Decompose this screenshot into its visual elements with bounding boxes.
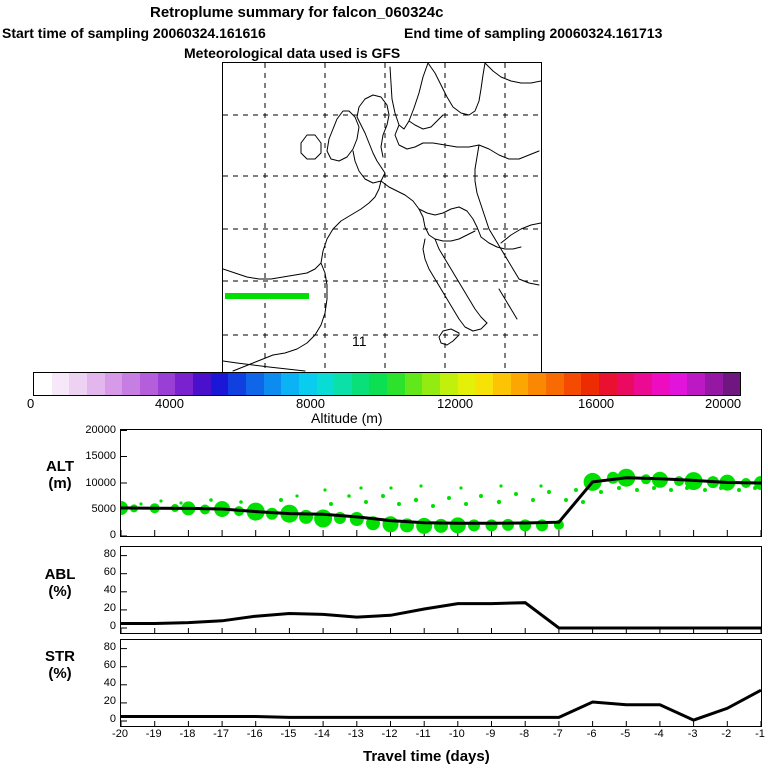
xtick--5: -5: [620, 728, 631, 740]
x-axis-title: Travel time (days): [363, 748, 490, 765]
abl-ytick-20: 20: [103, 602, 116, 614]
xtick--11: -11: [415, 728, 431, 740]
colorbar-tick-16000: 16000: [578, 396, 615, 411]
alt-ytick-0: 0: [109, 529, 116, 541]
abl-chart-panel: [120, 546, 762, 634]
alt-ytick-20000: 20000: [85, 424, 116, 436]
xtick--3: -3: [687, 728, 698, 740]
met-data-label: Meteorological data used is GFS: [184, 45, 401, 61]
abl-ytick-60: 60: [103, 566, 116, 578]
str-axis-label-line2: (%): [48, 665, 72, 682]
flight-track: [225, 293, 309, 299]
alt-axis-label-line1: ALT: [45, 458, 75, 475]
xtick--8: -8: [519, 728, 530, 740]
alt-axis-label-line2: (m): [48, 475, 72, 492]
abl-ytick-80: 80: [103, 548, 116, 560]
colorbar-label: Altitude (m): [311, 410, 383, 426]
alt-ytick-15000: 15000: [85, 450, 116, 462]
xtick--18: -18: [179, 728, 196, 740]
str-ytick-20: 20: [103, 695, 116, 707]
xtick--15: -15: [280, 728, 297, 740]
abl-ytick-0: 0: [109, 620, 116, 632]
altitude-colorbar: [33, 372, 741, 396]
colorbar-tick-20000: 20000: [705, 396, 742, 411]
map-panel: [222, 62, 542, 374]
xtick--1: -1: [755, 728, 765, 740]
abl-ytick-40: 40: [103, 584, 116, 596]
xtick--19: -19: [145, 728, 162, 740]
xtick--10: -10: [448, 728, 465, 740]
map-point-label: 11: [352, 333, 367, 349]
alt-ytick-5000: 5000: [91, 503, 116, 515]
alt-chart-panel: [120, 429, 762, 537]
colorbar-tick-8000: 8000: [296, 396, 325, 411]
start-time-label: Start time of sampling 20060324.161616: [2, 25, 266, 41]
str-ytick-80: 80: [103, 641, 116, 653]
str-axis-label-line1: STR: [45, 648, 75, 665]
colorbar-tick-0: 0: [27, 396, 35, 411]
colorbar-tick-12000: 12000: [437, 396, 474, 411]
xtick--9: -9: [485, 728, 496, 740]
end-time-label: End time of sampling 20060324.161713: [404, 25, 663, 41]
xtick--7: -7: [553, 728, 563, 740]
xtick--16: -16: [246, 728, 263, 740]
str-chart-panel: [120, 639, 762, 727]
xtick--20: -20: [112, 728, 128, 740]
xtick--6: -6: [586, 728, 597, 740]
colorbar-tick-4000: 4000: [155, 396, 184, 411]
xtick--2: -2: [721, 728, 732, 740]
page-title: Retroplume summary for falcon_060324c: [150, 4, 444, 21]
abl-axis-label-line2: (%): [48, 583, 72, 600]
xtick--4: -4: [654, 728, 664, 740]
abl-axis-label-line1: ABL: [44, 566, 76, 583]
xtick--12: -12: [381, 728, 398, 740]
str-ytick-40: 40: [103, 677, 116, 689]
xtick--13: -13: [347, 728, 364, 740]
xtick--17: -17: [213, 728, 230, 740]
alt-ytick-10000: 10000: [85, 477, 116, 489]
str-ytick-60: 60: [103, 659, 116, 671]
str-ytick-0: 0: [109, 713, 116, 725]
xtick--14: -14: [314, 728, 331, 740]
